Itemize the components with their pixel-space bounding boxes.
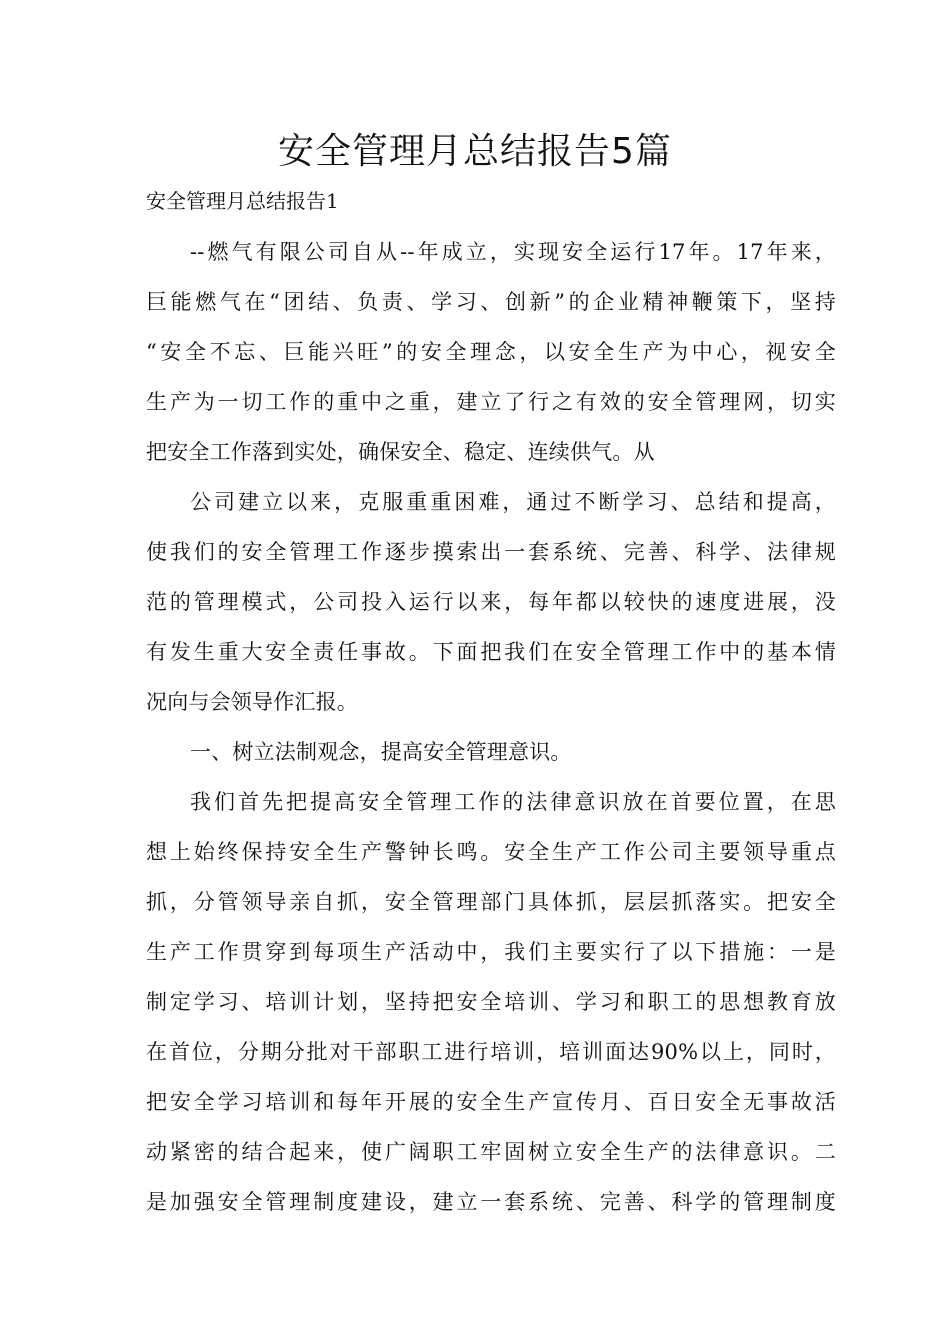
paragraph-line: 使我们的安全管理工作逐步摸索出一套系统、完善、科学、法律规 (146, 540, 836, 564)
paragraph-line: 公司建立以来，克服重重困难，通过不断学习、总结和提高， (190, 490, 836, 514)
paragraph-line: 我们首先把提高安全管理工作的法律意识放在首要位置，在思 (190, 790, 836, 814)
paragraph-line: “安全不忘、巨能兴旺”的安全理念，以安全生产为中心，视安全 (146, 340, 836, 364)
paragraph-line: 把安全学习培训和每年开展的安全生产宣传月、百日安全无事故活 (146, 1090, 836, 1114)
section-heading: 一、树立法制观念，提高安全管理意识。 (190, 740, 572, 764)
paragraph-line: 况向与会领导作汇报。 (146, 690, 358, 714)
paragraph-line: 巨能燃气在“团结、负责、学习、创新”的企业精神鞭策下，坚持 (146, 290, 836, 314)
paragraph-line: 把安全工作落到实处，确保安全、稳定、连续供气。从 (146, 440, 655, 464)
paragraph-line: 在首位，分期分批对干部职工进行培训，培训面达90%以上，同时， (146, 1040, 836, 1064)
paragraph-line: 有发生重大安全责任事故。下面把我们在安全管理工作中的基本情 (146, 640, 836, 664)
paragraph-line: 是加强安全管理制度建设，建立一套系统、完善、科学的管理制度 (146, 1190, 836, 1214)
paragraph-line: 生产为一切工作的重中之重，建立了行之有效的安全管理网，切实 (146, 390, 836, 414)
paragraph-line: 制定学习、培训计划，坚持把安全培训、学习和职工的思想教育放 (146, 990, 836, 1014)
section-subtitle: 安全管理月总结报告1 (146, 189, 339, 213)
paragraph-line: 生产工作贯穿到每项生产活动中，我们主要实行了以下措施：一是 (146, 940, 836, 964)
page-title: 安全管理月总结报告5篇 (278, 131, 672, 172)
paragraph-line: 动紧密的结合起来，使广阔职工牢固树立安全生产的法律意识。二 (146, 1140, 836, 1164)
paragraph-line: 想上始终保持安全生产警钟长鸣。安全生产工作公司主要领导重点 (146, 840, 836, 864)
paragraph-line: 抓，分管领导亲自抓，安全管理部门具体抓，层层抓落实。把安全 (146, 890, 836, 914)
paragraph-line: 范的管理模式，公司投入运行以来，每年都以较快的速度进展，没 (146, 590, 836, 614)
paragraph-line: --燃气有限公司自从--年成立，实现安全运行17年。17年来， (190, 240, 836, 264)
